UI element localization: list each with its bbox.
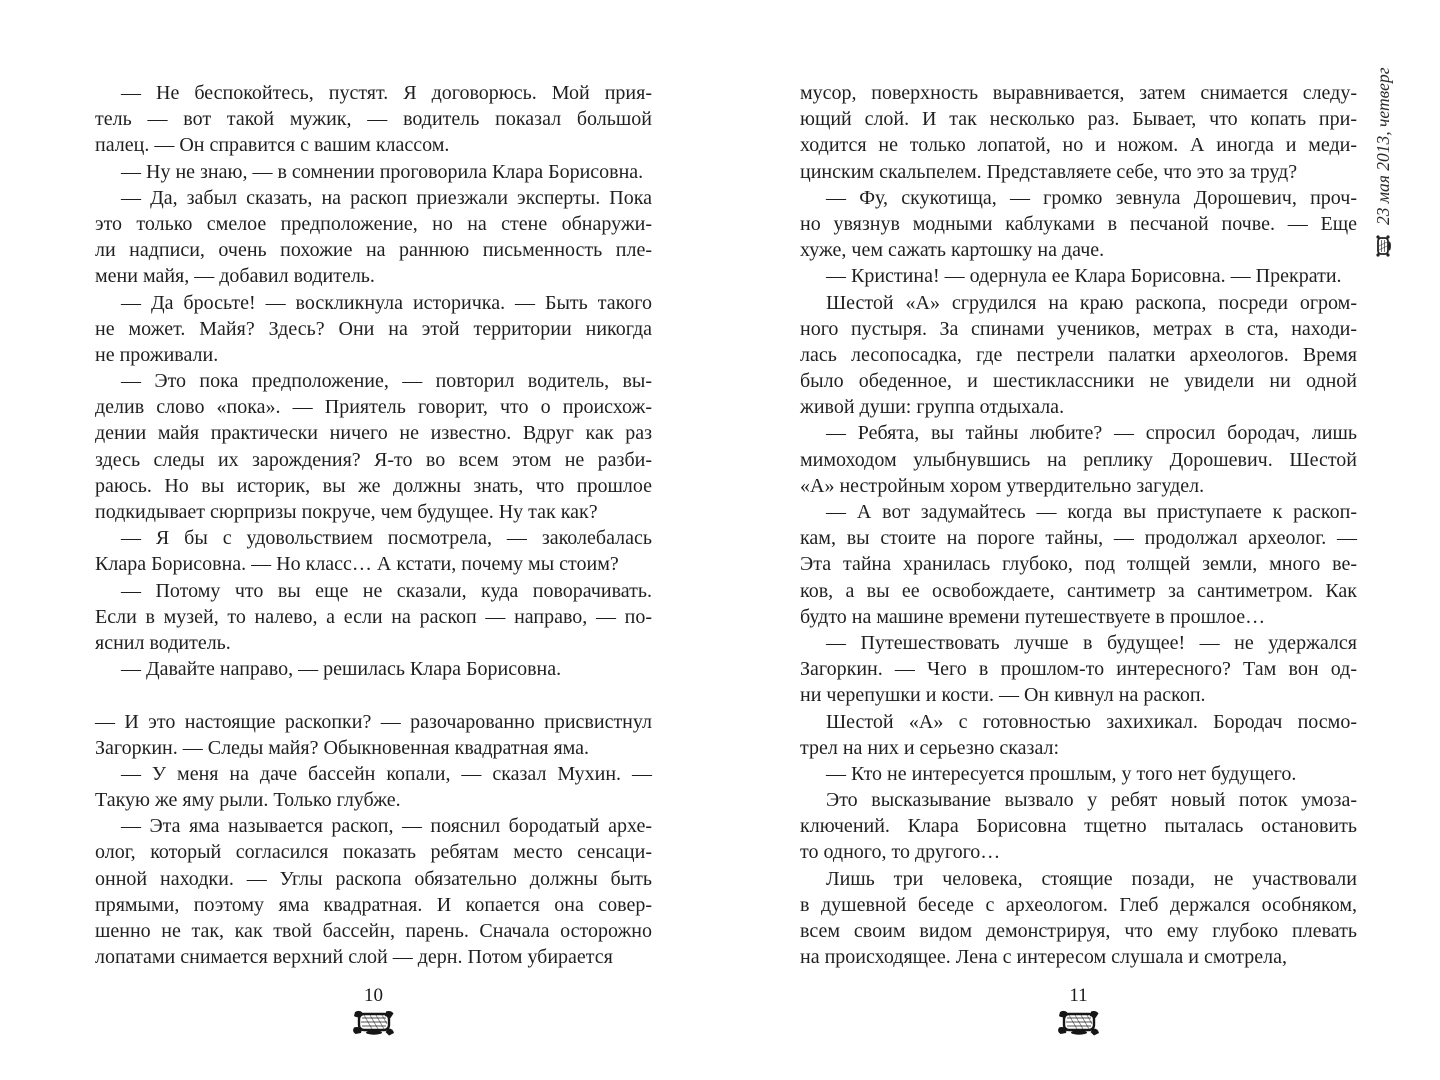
paragraph	[95, 368, 652, 525]
text-line: Клара Борисовна. — Но класс… А кстати, почему мы стоим?	[95, 553, 619, 576]
paragraph	[95, 709, 652, 761]
maya-glyph-icon	[1375, 234, 1392, 258]
page-text	[95, 80, 652, 970]
text-line: не может. Майя? Здесь? Они на этой территории никогда	[95, 317, 652, 340]
text-line: — Кто не интересуется прошлым, у того нет будущего.	[826, 762, 1297, 785]
paragraph	[800, 80, 1357, 185]
text-line: ни черепушки и кости. — Он кивнул на раскоп.	[800, 684, 1206, 707]
paragraph	[800, 499, 1357, 630]
text-line: но увязнув модными каблуками в песчаной почве. — Еще	[800, 212, 1357, 235]
text-line: онной находки. — Углы раскопа обязательно должны быть	[95, 867, 652, 890]
text-line: — Ребята, вы тайны любите? — спросил бородач, лишь	[826, 422, 1357, 445]
text-line: олог, который согласился показать ребятам место сенсаци-	[95, 841, 652, 864]
page-number: 11	[1069, 985, 1088, 1007]
text-line: ющий слой. И так несколько раз. Бывает, что копать при-	[800, 108, 1357, 131]
text-line: на происходящее. Лена с интересом слушала и смотрела,	[800, 946, 1287, 969]
maya-glyph-icon	[351, 1008, 397, 1036]
text-line: ли надписи, очень похожие на раннюю письменность пле-	[95, 239, 652, 262]
text-line: прямыми, поэтому яма квадратная. И копается она совер-	[95, 893, 652, 916]
paragraph	[95, 185, 652, 290]
text-line: лопатами снимается верхний слой — дерн. Потом убирается	[95, 946, 613, 969]
paragraph	[95, 290, 652, 369]
text-line: Загоркин. — Следы майя? Обыкновенная квадратная яма.	[95, 736, 590, 759]
text-line: мени майя, — добавил водитель.	[95, 265, 375, 288]
text-line: было обеденное, и шестиклассники не увидели ни одной	[800, 370, 1357, 393]
text-line: — Да, забыл сказать, на раскоп приезжали эксперты. Пока	[121, 186, 652, 209]
paragraph	[800, 263, 1357, 289]
paragraph	[95, 813, 652, 970]
text-line: — Кристина! — одернула ее Клара Борисовна. — Прекрати.	[826, 265, 1342, 288]
paragraph	[800, 420, 1357, 499]
text-line: шенно не так, как твой бассейн, парень. Сначала осторожно	[95, 920, 652, 942]
text-line: дении майя практически ничего не известно. Вдруг как раз	[95, 422, 652, 445]
text-line: в душевной беседе с археологом. Глеб держался особняком,	[800, 893, 1357, 916]
page-footer	[95, 985, 652, 1041]
text-line: ков, а вы ее освобождаете, сантиметр за сантиметром. Как	[800, 579, 1357, 602]
paragraph	[800, 185, 1357, 264]
text-line: — Я бы с удовольствием посмотрела, — заколебалась	[121, 527, 652, 550]
text-line: — А вот задумайтесь — когда вы приступаете к раскоп-	[826, 501, 1357, 523]
text-line: Шестой «А» с готовностью захихикал. Бородач посмо-	[826, 710, 1357, 733]
text-line: — Путешествовать лучше в будущее! — не удержался	[826, 631, 1357, 654]
text-line: не проживали.	[95, 343, 219, 366]
text-line: палец. — Он справится с вашим классом.	[95, 134, 450, 157]
text-line: — Давайте направо, — решилась Клара Борисовна.	[121, 658, 562, 681]
text-line: Такую же яму рыли. Только глубже.	[95, 789, 401, 812]
text-line: трел на них и серьезно сказал:	[800, 736, 1060, 759]
text-line: — Ну не знаю, — в сомнении проговорила Клара Борисовна.	[121, 160, 644, 183]
maya-glyph-icon	[1056, 1008, 1102, 1036]
text-line: цинским скальпелем. Представляете себе, что это за труд?	[800, 160, 1298, 183]
text-line: — Потому что вы еще не сказали, куда поворачивать.	[121, 579, 652, 602]
text-line: ного пустыря. За спинами учеников, метрах в ста, находи-	[800, 317, 1357, 340]
paragraph	[95, 656, 652, 682]
page-number: 10	[364, 985, 383, 1007]
page-right	[800, 80, 1357, 1041]
page-footer	[800, 985, 1357, 1041]
text-line: Это высказывание вызвало у ребят новый поток умоза-	[826, 789, 1357, 812]
text-line: подкидывает сюрпризы покруче, чем будущее. Ну так как?	[95, 501, 598, 523]
paragraph	[95, 578, 652, 657]
text-line: это только смелое предположение, но на стене обнаружи-	[95, 212, 652, 235]
text-line: Эта тайна хранилась глубоко, под толщей земли, много ве-	[800, 553, 1357, 576]
text-line: «А» нестройным хором утвердительно загудел.	[800, 474, 1205, 497]
text-line: хуже, чем сажать картошку на даче.	[800, 239, 1105, 262]
text-line: делив слово «пока». — Приятель говорит, что о происхож-	[95, 396, 652, 419]
text-line: — Да бросьте! — воскликнула историчка. — Быть такого	[121, 291, 652, 314]
paragraph	[95, 80, 652, 159]
text-line: мимоходом улыбнувшись на реплику Дорошевич. Шестой	[800, 448, 1357, 471]
text-line: Шестой «А» сгрудился на краю раскопа, посреди огром-	[826, 291, 1357, 314]
text-line: — Фу, скукотища, — громко зевнула Дорошевич, проч-	[826, 186, 1357, 209]
text-line: яснил водитель.	[95, 631, 231, 654]
edition-date: 23 мая 2013, четверг	[1372, 67, 1393, 225]
text-line: — Это пока предположение, — повторил водитель, вы-	[121, 370, 652, 393]
text-line: живой души: группа отдыхала.	[800, 396, 1065, 419]
text-line: — Эта яма называется раскоп, — пояснил бородатый архе-	[121, 815, 652, 838]
text-line: — И это настоящие раскопки? — разочарованно присвистнул	[95, 710, 652, 733]
text-line: ключений. Клара Борисовна тщетно пыталась остановить	[800, 815, 1357, 838]
text-line: мусор, поверхность выравнивается, затем снимается следу-	[800, 82, 1357, 104]
date-sidebar	[1368, 58, 1398, 258]
text-line: — У меня на даче бассейн копали, — сказал Мухин. —	[121, 762, 652, 785]
paragraph	[800, 709, 1357, 761]
paragraph	[95, 525, 652, 577]
paragraph	[800, 630, 1357, 709]
text-line: ходится не только лопатой, но и ножом. А иногда и меди-	[800, 134, 1357, 157]
text-line: раюсь. Но вы историк, вы же должны знать, что прошлое	[95, 474, 652, 497]
paragraph	[800, 761, 1357, 787]
text-line: то одного, то другого…	[800, 841, 1001, 864]
page-left	[95, 80, 652, 1041]
text-line: Если в музей, то налево, а если на раскоп — направо, — по-	[95, 605, 652, 628]
paragraph	[800, 290, 1357, 421]
text-line: Лишь три человека, стоящие позади, не участвовали	[826, 867, 1357, 890]
paragraph	[95, 159, 652, 185]
paragraph	[800, 866, 1357, 971]
text-line: здесь следы их зарождения? Я-то во всем этом не разби-	[95, 448, 652, 471]
text-line: тель — вот такой мужик, — водитель показал большой	[95, 108, 652, 131]
text-line: всем своим видом демонстрируя, что ему глубоко плевать	[800, 920, 1357, 942]
page-text	[800, 80, 1357, 970]
text-line: лась лесопосадка, где пестрели палатки археологов. Время	[800, 343, 1357, 366]
text-line: Загоркин. — Чего в прошлом-то интересного? Там вон од-	[800, 658, 1357, 681]
paragraph	[800, 787, 1357, 866]
paragraph	[95, 761, 652, 813]
text-line: будто на машине времени путешествуете в прошлое…	[800, 605, 1266, 628]
text-line: — Не беспокойтесь, пустят. Я договорюсь. Мой прия-	[121, 82, 652, 104]
text-line: кам, вы стоите на пороге тайны, — продолжал археолог. —	[800, 527, 1357, 550]
